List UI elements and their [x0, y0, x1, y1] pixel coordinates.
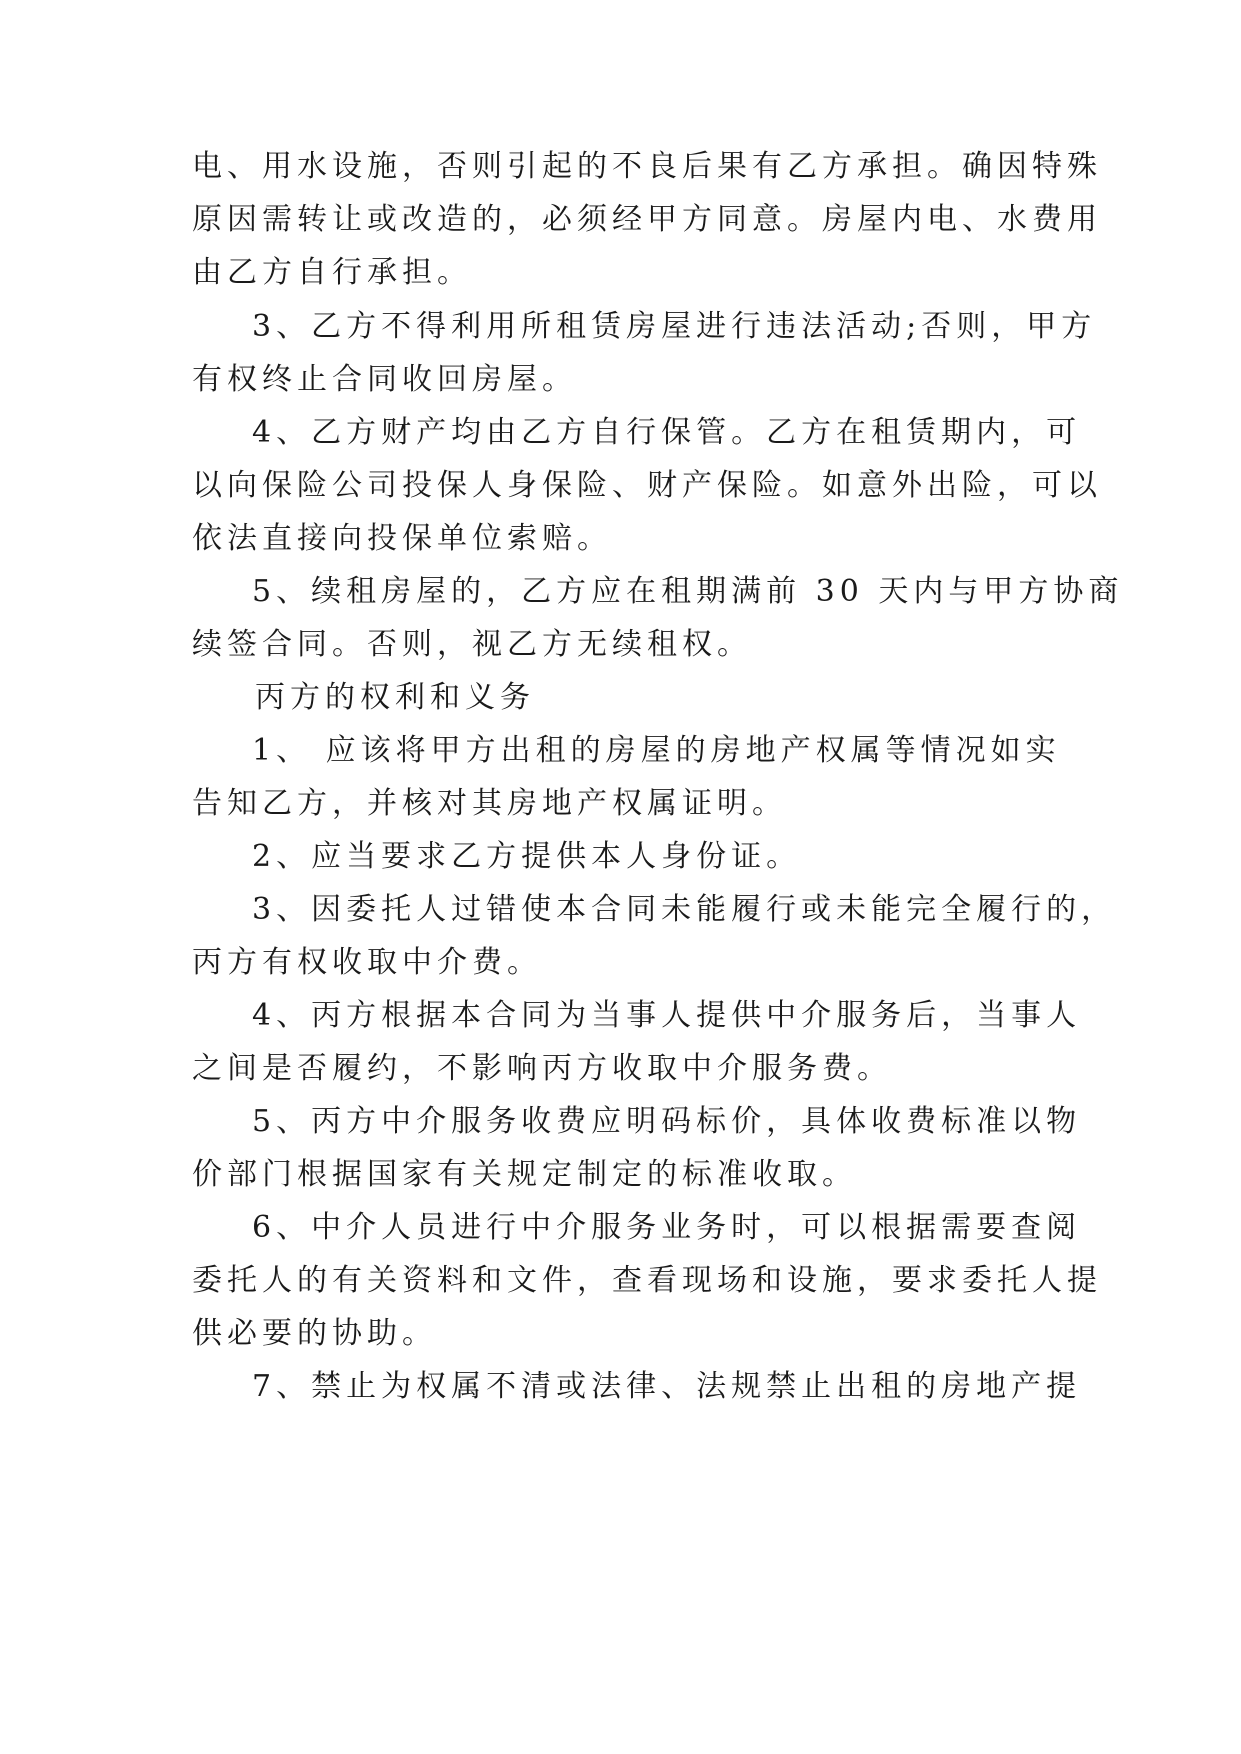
text-line: 4、丙方根据本合同为当事人提供中介服务后，当事人 [252, 998, 1082, 1033]
text-line: 告知乙方，并核对其房地产权属证明。 [192, 786, 787, 821]
text-line: 2、应当要求乙方提供本人身份证。 [252, 839, 802, 874]
text-line: 1、 应该将甲方出租的房屋的房地产权属等情况如实 [252, 733, 1061, 768]
text-line: 续签合同。否则，视乙方无续租权。 [192, 627, 752, 662]
text-line: 委托人的有关资料和文件，查看现场和设施，要求委托人提 [192, 1263, 1102, 1298]
text-line: 依法直接向投保单位索赔。 [192, 521, 612, 556]
text-line: 供必要的协助。 [192, 1316, 437, 1351]
text-line: 价部门根据国家有关规定制定的标准收取。 [192, 1157, 857, 1192]
text-line: 5、续租房屋的，乙方应在租期满前 30 天内与甲方协商 [252, 574, 1124, 609]
text-line: 丙方有权收取中介费。 [192, 945, 542, 980]
section-heading: 丙方的权利和义务 [255, 680, 535, 715]
text-line: 3、因委托人过错使本合同未能履行或未能完全履行的， [252, 892, 1117, 927]
text-line: 有权终止合同收回房屋。 [192, 362, 577, 397]
text-line: 4、乙方财产均由乙方自行保管。乙方在租赁期内，可 [252, 415, 1082, 450]
text-line: 之间是否履约，不影响丙方收取中介服务费。 [192, 1051, 892, 1086]
text-line: 7、禁止为权属不清或法律、法规禁止出租的房地产提 [252, 1369, 1082, 1404]
text-line: 3、乙方不得利用所租赁房屋进行违法活动;否则，甲方 [252, 309, 1097, 344]
text-line: 原因需转让或改造的，必须经甲方同意。房屋内电、水费用 [192, 202, 1102, 237]
text-line: 电、用水设施，否则引起的不良后果有乙方承担。确因特殊 [192, 149, 1102, 184]
text-line: 6、中介人员进行中介服务业务时，可以根据需要查阅 [252, 1210, 1082, 1245]
text-line: 5、丙方中介服务收费应明码标价，具体收费标准以物 [252, 1104, 1082, 1139]
text-line: 以向保险公司投保人身保险、财产保险。如意外出险，可以 [192, 468, 1102, 503]
text-line: 由乙方自行承担。 [192, 255, 472, 290]
